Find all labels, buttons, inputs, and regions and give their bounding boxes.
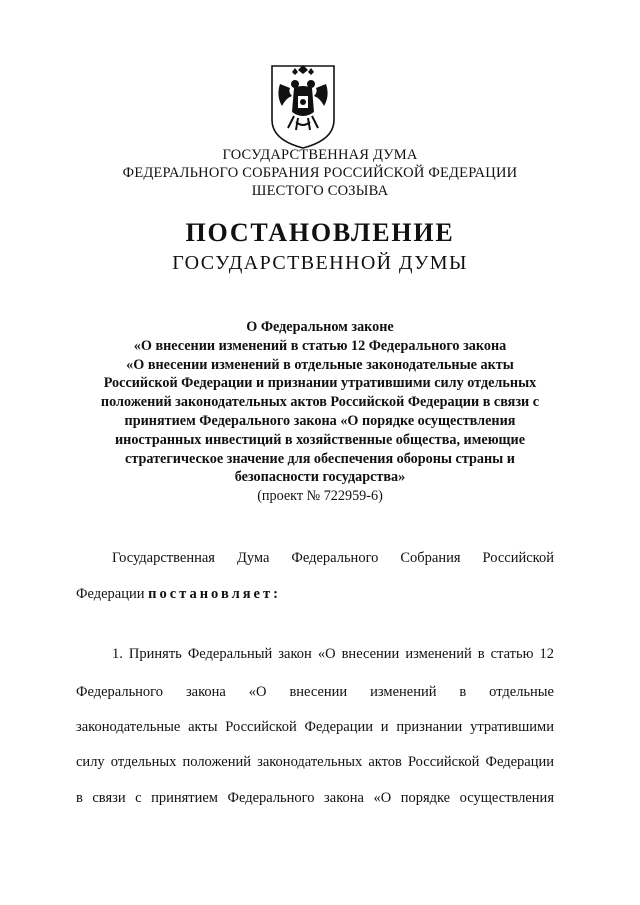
subject-line: «О внесении изменений в статью 12 Федерального закона (133, 337, 507, 354)
subject-line: безопасности государства» (234, 469, 406, 486)
document-issuer: ГОСУДАРСТВЕННОЙ ДУМЫ (172, 252, 468, 274)
subject-line: принятием Федерального закона «О порядке осуществления (124, 412, 516, 429)
preamble-line: Государственная Дума Федерального Собрания Российской (112, 550, 554, 566)
subject-line: иностранных инвестиций в хозяйственные общества, имеющие (114, 431, 525, 448)
item-1-line: силу отдельных положений законодательных актов Российской Федерации (76, 754, 554, 770)
document-subject (60, 318, 580, 506)
project-number: (проект № 722959-6) (257, 488, 383, 505)
item-1-line: 1. Принять Федеральный закон «О внесении изменений в статью 12 (112, 646, 554, 662)
document-type-title: ПОСТАНОВЛЕНИЕ (185, 218, 455, 247)
subject-line: О Федеральном законе (246, 319, 394, 335)
russian-coat-of-arms-icon (268, 62, 338, 152)
org-line-federal-assembly: ФЕДЕРАЛЬНОГО СОБРАНИЯ РОССИЙСКОЙ ФЕДЕРАЦИИ (122, 165, 518, 181)
preamble-country: Федерации (76, 586, 149, 602)
item-1-line: в связи с принятием Федерального закона «О порядке осуществления (76, 790, 554, 806)
organization-header (0, 146, 640, 200)
preamble-line-2 (76, 586, 554, 603)
subject-line: «О внесении изменений в отдельные законодательные акты (126, 356, 514, 373)
org-line-state-duma: ГОСУДАРСТВЕННАЯ ДУМА (222, 147, 418, 163)
item-1-line: законодательные акты Российской Федерации и признании утратившими (76, 719, 554, 735)
org-line-convocation: ШЕСТОГО СОЗЫВА (251, 183, 389, 199)
preamble-decides: постановляет: (148, 586, 281, 602)
subject-line: Российской Федерации и признании утратившими силу отдельных (103, 375, 537, 392)
item-1-line: Федерального закона «О внесении изменений в отдельные (76, 684, 554, 700)
subject-line: стратегическое значение для обеспечения обороны страны и (125, 450, 515, 467)
subject-line: положений законодательных актов Российской Федерации в связи с (100, 394, 540, 411)
